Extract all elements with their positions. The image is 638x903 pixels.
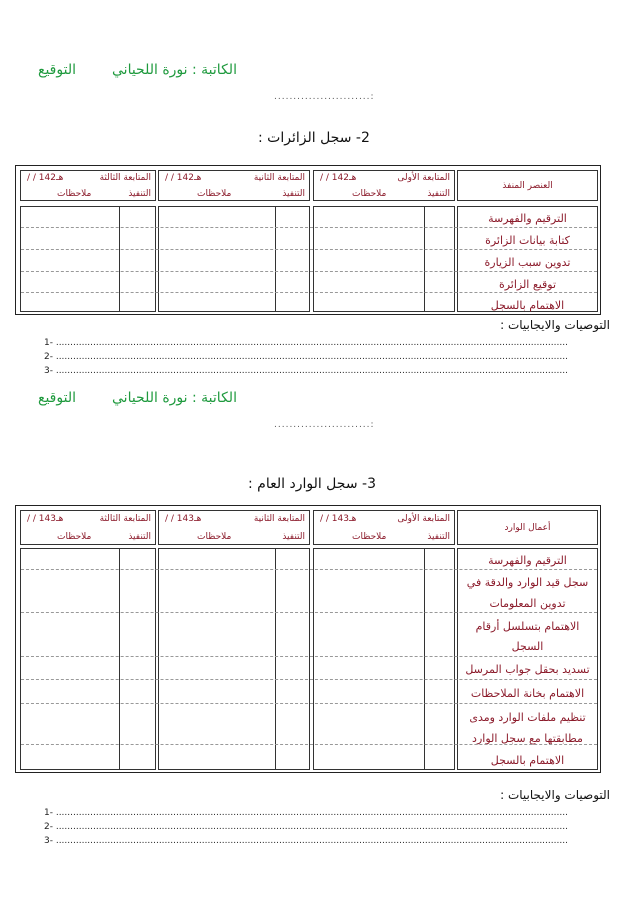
recommend-title: التوصيات والايجابيات : (500, 318, 610, 332)
follow1-date: / / 142هـ (320, 173, 357, 183)
follow1-notes: ملاحظات (352, 189, 387, 199)
follow2-body (158, 548, 310, 770)
follow3-date: / / 142هـ (27, 173, 64, 183)
follow1-notes: ملاحظات (352, 532, 387, 542)
follow2-header (158, 170, 310, 201)
list-item: تنظيم ملفات الوارد ومدى (469, 711, 586, 724)
recommend-line-3: 3- ................................................................................................................................................................................... (44, 366, 568, 376)
follow2-exec: التنفيذ (282, 189, 305, 199)
follow1-label: المتابعة الأولى (397, 514, 450, 524)
follow3-exec: التنفيذ (128, 189, 151, 199)
writer-name: الكاتبة : نورة اللحياني (112, 62, 237, 78)
list-item: توقيع الزائرة (498, 278, 557, 291)
follow1-body (313, 548, 455, 770)
incoming-table (15, 505, 601, 773)
follow3-notes: ملاحظات (57, 189, 92, 199)
recommend-line-3: 3- ................................................................................................................................................................................... (44, 836, 568, 846)
list-item: الترقيم والفهرسة (488, 554, 567, 567)
element-header: أعمال الوارد (504, 523, 551, 533)
element-header: العنصر المنفذ (502, 181, 553, 191)
follow2-notes: ملاحظات (197, 189, 232, 199)
element-header-cell (457, 510, 598, 545)
visitors-table (15, 165, 601, 315)
section3-title: 3- سجل الوارد العام : (248, 476, 376, 492)
items-column (457, 548, 598, 770)
writer-name: الكاتبة : نورة اللحياني (112, 390, 237, 406)
list-item: الاهتمام بخانة الملاحظات (470, 687, 585, 700)
follow3-header (20, 170, 156, 201)
follow3-label: المتابعة الثالثة (99, 514, 151, 524)
follow2-body (158, 206, 310, 312)
follow1-label: المتابعة الأولى (397, 173, 450, 183)
follow3-notes: ملاحظات (57, 532, 92, 542)
follow1-header (313, 170, 455, 201)
signature-dots: .........................: (274, 92, 375, 102)
follow1-body (313, 206, 455, 312)
follow2-date: / / 143هـ (165, 514, 202, 524)
section2-title: 2- سجل الزائرات : (258, 130, 370, 146)
follow3-header (20, 510, 156, 545)
list-item: تدوين سبب الزيارة (484, 256, 571, 269)
list-item: السجل (511, 640, 544, 653)
follow2-exec: التنفيذ (282, 532, 305, 542)
element-header-cell (457, 170, 598, 201)
list-item: الاهتمام بتسلسل أرقام (475, 620, 580, 633)
list-item: كتابة بيانات الزائرة (485, 234, 570, 247)
follow1-exec: التنفيذ (427, 189, 450, 199)
follow3-body (20, 548, 156, 770)
follow1-header (313, 510, 455, 545)
list-item: تدوين المعلومات (489, 597, 566, 610)
list-item: الاهتمام بالسجل (490, 754, 565, 767)
list-item: مطابقتها مع سجل الوارد (472, 732, 583, 745)
list-item: تسديد بحقل جواب المرسل (465, 663, 590, 676)
list-item: الترقيم والفهرسة (488, 212, 567, 225)
list-item: الاهتمام بالسجل (490, 299, 565, 312)
recommend-line-2: 2- ................................................................................................................................................................................... (44, 352, 568, 362)
recommend-line-1: 1- ................................................................................................................................................................................... (44, 338, 568, 348)
list-item: سجل قيد الوارد والدقة في (466, 576, 589, 589)
signature-dots: .........................: (274, 420, 375, 430)
follow3-exec: التنفيذ (128, 532, 151, 542)
signature-label: التوقيع (38, 390, 76, 406)
follow3-date: / / 143هـ (27, 514, 64, 524)
recommend-line-1: 1- ................................................................................................................................................................................... (44, 808, 568, 818)
follow1-date: / / 143هـ (320, 514, 357, 524)
items-column (457, 206, 598, 312)
follow2-label: المتابعة الثانية (253, 514, 305, 524)
recommend-line-2: 2- ................................................................................................................................................................................... (44, 822, 568, 832)
signature-label: التوقيع (38, 62, 76, 78)
recommend-title: التوصيات والايجابيات : (500, 788, 610, 802)
follow2-notes: ملاحظات (197, 532, 232, 542)
follow1-exec: التنفيذ (427, 532, 450, 542)
follow2-header (158, 510, 310, 545)
follow3-label: المتابعة الثالثة (99, 173, 151, 183)
follow2-label: المتابعة الثانية (253, 173, 305, 183)
follow2-date: / / 142هـ (165, 173, 202, 183)
follow3-body (20, 206, 156, 312)
